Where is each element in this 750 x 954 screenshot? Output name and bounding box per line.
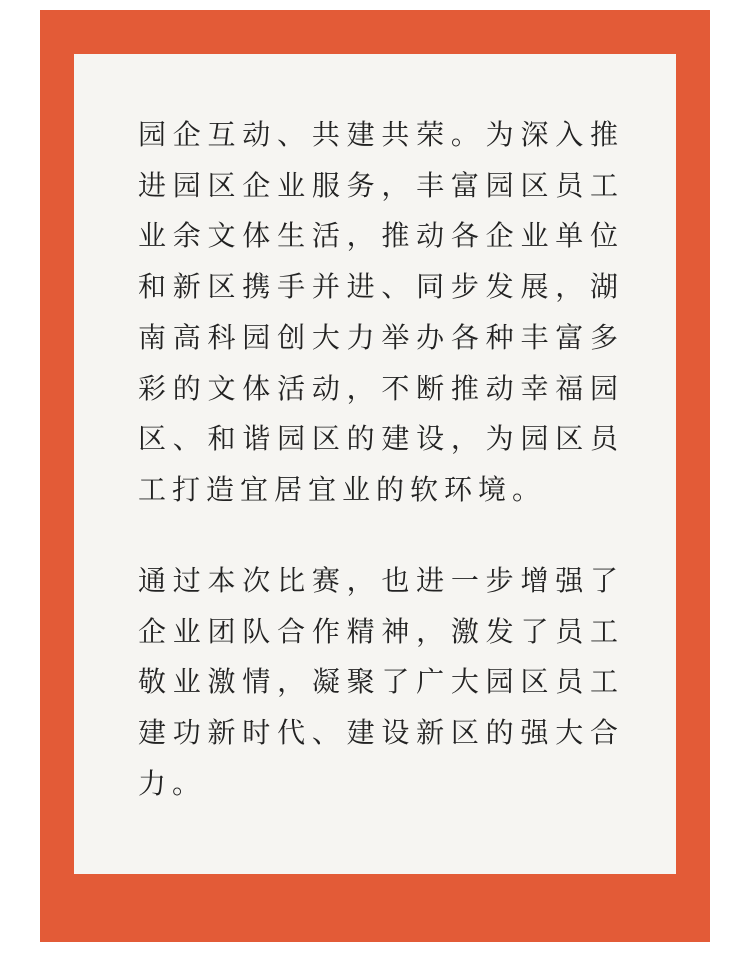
text-card (74, 54, 676, 874)
orange-frame (40, 10, 710, 942)
paragraph-1: 园企互动、共建共荣。为深入推进园区企业服务，丰富园区员工业余文体生活，推动各企业单位和新区携手并进、同步发展，湖南高科园创大力举办各种丰富多彩的文体活动，不断推动幸福园区、和谐园区的建设，为园区员工打造宜居宜业的软环境。 (138, 118, 624, 506)
paragraph-2: 通过本次比赛，也进一步增强了企业团队合作精神，激发了员工敬业激情，凝聚了广大园区员工建功新时代、建设新区的强大合力。 (138, 564, 624, 800)
